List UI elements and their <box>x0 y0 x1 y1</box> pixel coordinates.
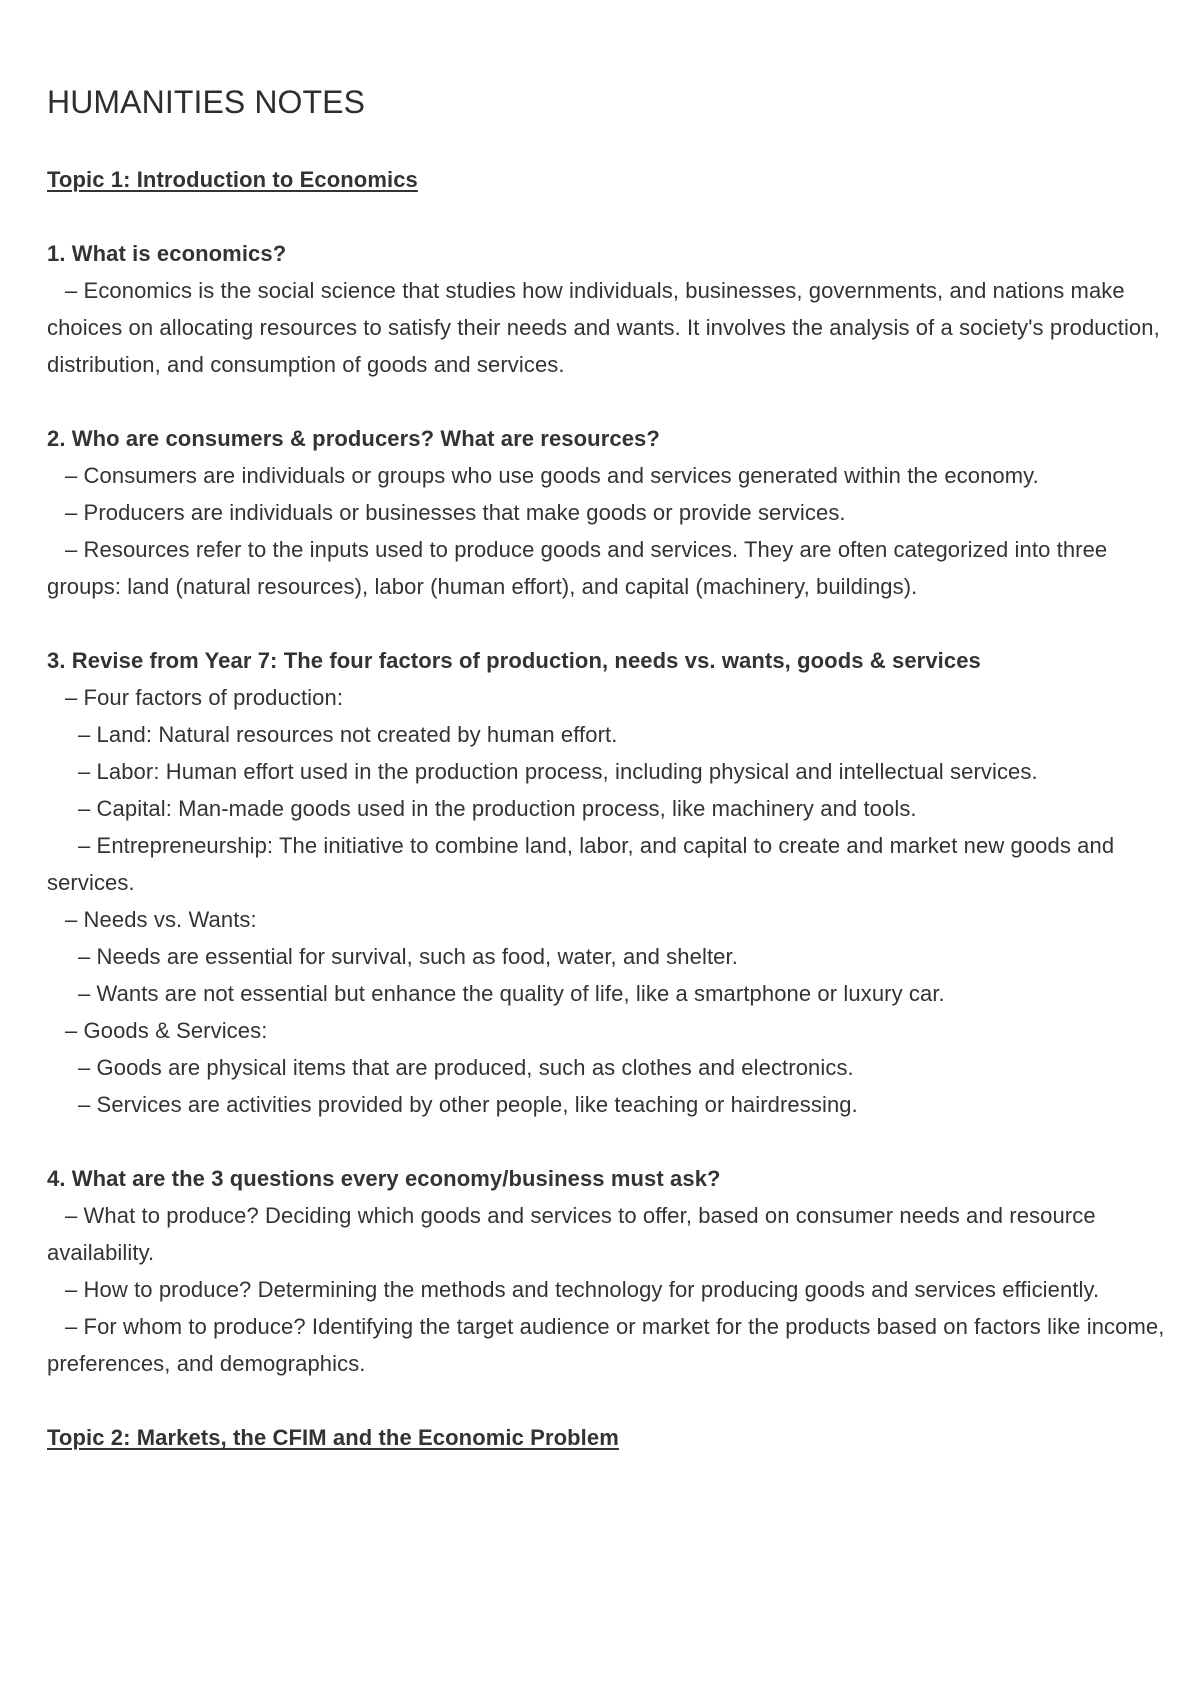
needs-definition: – Needs are essential for survival, such as food, water, and shelter. <box>78 944 738 969</box>
question-2-heading: 2. Who are consumers & producers? What are resources? <box>47 426 660 451</box>
question-4-heading: 4. What are the 3 questions every economy/business must ask? <box>47 1166 721 1191</box>
needs-wants-label: – Needs vs. Wants: <box>65 907 257 932</box>
notes-content <box>47 78 1167 1456</box>
consumers-definition: – Consumers are individuals or groups who use goods and services generated within the economy. <box>65 463 1039 488</box>
factor-capital: – Capital: Man-made goods used in the production process, like machinery and tools. <box>78 796 917 821</box>
spacer <box>47 198 1167 235</box>
goods-definition: – Goods are physical items that are produced, such as clothes and electronics. <box>78 1055 854 1080</box>
spacer <box>47 1123 1167 1160</box>
resources-definition: – Resources refer to the inputs used to produce goods and services. They are often categorized into three groups: land (natural resources), labor (human effort), and capital (machinery, buildings). <box>47 537 1108 599</box>
how-to-produce: – How to produce? Determining the methods and technology for producing goods and services efficiently. <box>65 1277 1100 1302</box>
producers-definition: – Producers are individuals or businesses that make goods or provide services. <box>65 500 846 525</box>
goods-services-label: – Goods & Services: <box>65 1018 268 1043</box>
factor-labor: – Labor: Human effort used in the production process, including physical and intellectual services. <box>78 759 1038 784</box>
what-to-produce: – What to produce? Deciding which goods and services to offer, based on consumer needs and resource availability. <box>47 1203 1096 1265</box>
topic-1-heading: Topic 1: Introduction to Economics <box>47 167 418 192</box>
question-1-heading: 1. What is economics? <box>47 241 287 266</box>
topic-2-heading: Topic 2: Markets, the CFIM and the Economic Problem <box>47 1425 619 1450</box>
spacer <box>47 1382 1167 1419</box>
factor-land: – Land: Natural resources not created by human effort. <box>78 722 618 747</box>
spacer <box>47 605 1167 642</box>
question-3-heading: 3. Revise from Year 7: The four factors of production, needs vs. wants, goods & services <box>47 648 981 673</box>
services-definition: – Services are activities provided by other people, like teaching or hairdressing. <box>78 1092 858 1117</box>
spacer <box>47 383 1167 420</box>
factors-label: – Four factors of production: <box>65 685 344 710</box>
document-title: HUMANITIES NOTES <box>47 84 366 120</box>
factor-entrepreneurship: – Entrepreneurship: The initiative to combine land, labor, and capital to create and market new goods and services. <box>47 833 1115 895</box>
for-whom-to-produce: – For whom to produce? Identifying the target audience or market for the products based on factors like income, preferences, and demographics. <box>47 1314 1165 1376</box>
question-3-section <box>47 642 1167 1123</box>
economics-definition: – Economics is the social science that studies how individuals, businesses, governments, and nations make choices on allocating resources to satisfy their needs and wants. It involves the analysis of a society's production, distribution, and consumption of goods and services. <box>47 278 1160 377</box>
question-2-section <box>47 420 1167 605</box>
question-1-section <box>47 235 1167 383</box>
question-4-section <box>47 1160 1167 1382</box>
wants-definition: – Wants are not essential but enhance the quality of life, like a smartphone or luxury car. <box>78 981 945 1006</box>
